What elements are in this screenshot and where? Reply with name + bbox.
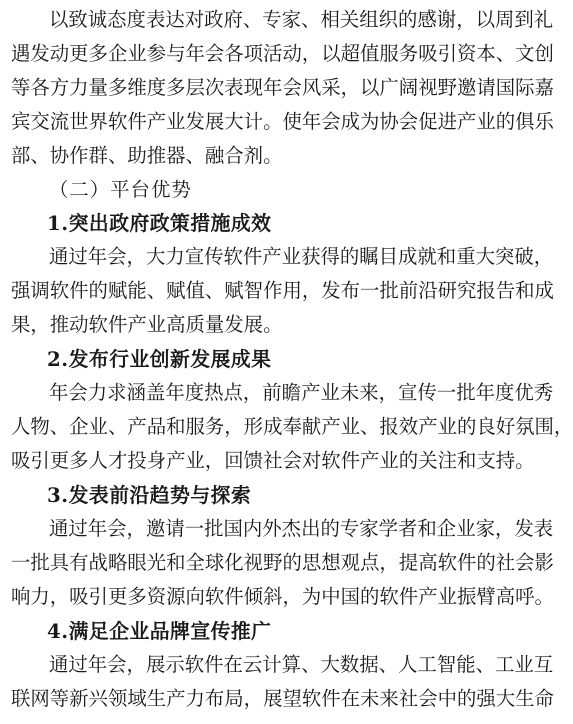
section-heading: 1.突出政府政策措施成效	[47, 211, 272, 235]
paragraph-line: 宾交流世界软件产业发展大计。使年会成为协会促进产业的俱乐	[11, 110, 554, 133]
paragraph-line: 部、协作群、助推器、融合剂。	[11, 144, 283, 167]
paragraph-line: 果，推动软件产业高质量发展。	[11, 313, 283, 336]
paragraph-line: 以致诚态度表达对政府、专家、相关组织的感谢，以周到礼	[49, 8, 554, 31]
paragraph-line: 通过年会，大力宣传软件产业获得的瞩目成就和重大突破，	[49, 245, 554, 268]
paragraph-line: 一批具有战略眼光和全球化视野的思想观点，提高软件的社会影	[11, 551, 554, 574]
paragraph-line: 吸引更多人才投身产业，回馈社会对软件产业的关注和支持。	[11, 449, 535, 472]
paragraph-line: 联网等新兴领域生产力布局，展望软件在未来社会中的强大生命	[11, 687, 554, 710]
paragraph-line: 强调软件的赋能、赋值、赋智作用，发布一批前沿研究报告和成	[11, 279, 554, 302]
paragraph-line: 遇发动更多企业参与年会各项活动，以超值服务吸引资本、文创	[11, 42, 554, 65]
paragraph-line: 人物、企业、产品和服务，形成奉献产业、报效产业的良好氛围，	[11, 415, 573, 438]
section-heading: 2.发布行业创新发展成果	[47, 347, 272, 371]
paragraph-line: 通过年会，展示软件在云计算、大数据、人工智能、工业互	[49, 653, 554, 676]
paragraph-line: 年会力求涵盖年度热点，前瞻产业未来，宣传一批年度优秀	[49, 381, 554, 404]
paragraph-line: 等各方力量多维度多层次表现年会风采，以广阔视野邀请国际嘉	[11, 76, 554, 99]
section-subheading: （二）平台优势	[49, 178, 192, 201]
paragraph-line: 通过年会，邀请一批国内外杰出的专家学者和企业家，发表	[49, 517, 554, 540]
section-heading: 4.满足企业品牌宣传推广	[47, 619, 272, 643]
section-heading: 3.发表前沿趋势与探索	[47, 483, 252, 507]
paragraph-line: 响力，吸引更多资源向软件倾斜，为中国的软件产业振臂高呼。	[11, 585, 554, 608]
